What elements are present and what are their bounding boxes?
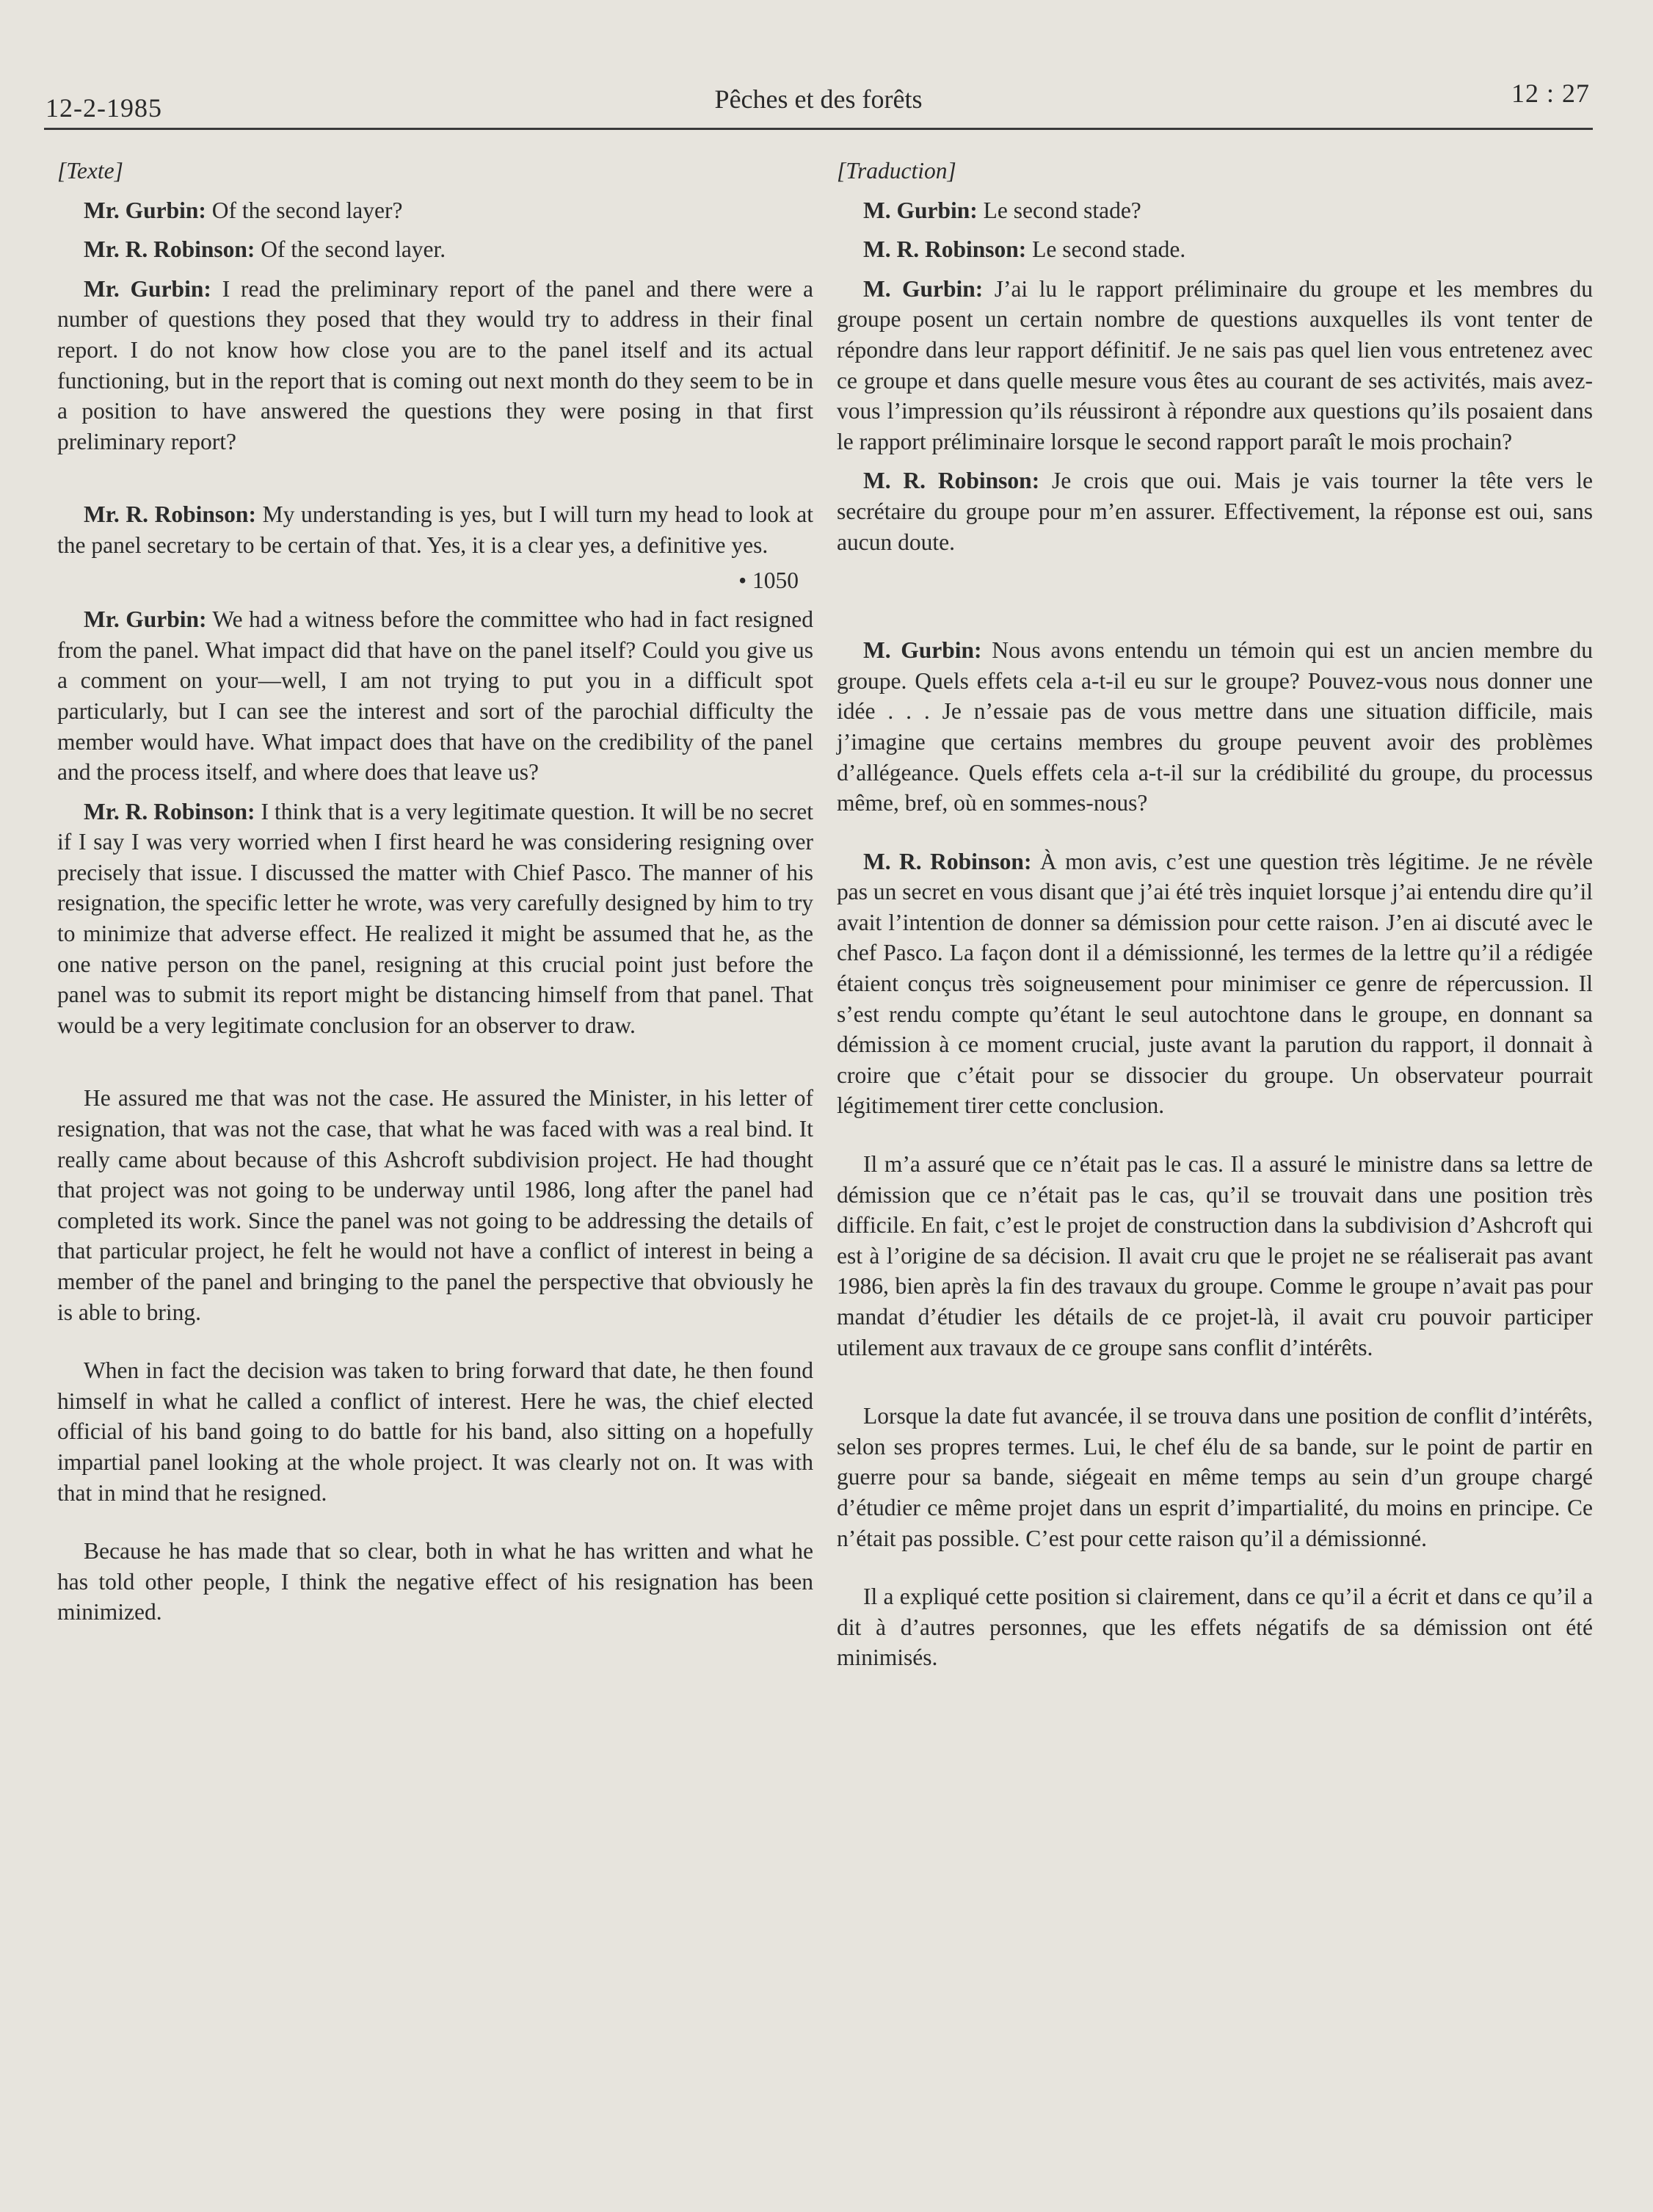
speech-text: When in fact the decision was taken to bring forward that date, he then found himself in what he called a conflict of interest. Here he was, the chief elected official of his band going to do battle for his band, also sitting on a hopefully impartial panel looking at the whole project. It was clearly not on. It was with that in mind that he resigned. — [57, 1357, 813, 1506]
page-header — [44, 76, 1593, 130]
speech-text: My understanding is yes, but I will turn my head to look at the panel secretary to be certain of that. Yes, it is a clear yes, a definitive yes. — [57, 501, 813, 558]
speech-text: We had a witness before the committee who had in fact resigned from the panel. What impact did that have on the panel itself? Could you give us a comment on your—well, I am not trying to put you in a difficult spot particularly, but I can see the interest and sort of the parochial difficulty the member would have. What impact does that have on the credibility of the panel and the process itself, and where does that leave us? — [57, 606, 814, 786]
paragraph — [57, 195, 813, 226]
header-date: 12-2-1985 — [46, 93, 162, 123]
paragraph — [837, 465, 1593, 557]
paragraph — [837, 234, 1593, 265]
speech-text: Il a expliqué cette position si clairement, dans ce qu’il a écrit et dans ce qu’il a dit à d’autres personnes, que les effets négatifs de sa démission ont été minimisés. — [837, 1584, 1593, 1671]
paragraph — [57, 604, 813, 788]
speaker-name: M. R. Robinson: — [863, 848, 1032, 874]
text-tag: [Texte] — [57, 158, 123, 184]
speaker-name: Mr. R. Robinson: — [84, 798, 255, 824]
speech-text: Because he has made that so clear, both in what he has written and what he has told other people, I think the negative effect of his resignation has been minimized. — [57, 1538, 813, 1625]
time-marker: • 1050 — [738, 567, 799, 593]
french-column — [837, 156, 1593, 1673]
translation-tag: [Traduction] — [837, 158, 956, 184]
speech-text: J’ai lu le rapport préliminaire du groupe et les membres du groupe posent un certain nombre de questions auxquelles ils vont tenter de répondre dans leur rapport définitif. Je ne sais pas quel lien vous entretenez avec ce groupe et dans quelle mesure vous êtes au courant de ses activités, mais avez-vous l’impression qu’ils réussiront à répondre aux questions qu’ils posaient dans le rapport préliminaire lorsque le second rapport paraît le mois prochain? — [837, 275, 1593, 454]
speaker-name: M. Gurbin: — [863, 637, 982, 664]
speaker-name: Mr. Gurbin: — [84, 275, 211, 302]
paragraph — [837, 1401, 1593, 1553]
page-number: 12 : 27 — [1511, 79, 1590, 108]
speech-text: Je crois que oui. Mais je vais tourner la tête vers le secrétaire du groupe pour m’en assurer. Effectivement, la réponse est oui, sans aucun doute. — [837, 468, 1593, 555]
speech-text: Il m’a assuré que ce n’était pas le cas. Il a assuré le ministre dans sa lettre de démission que ce n’était pas le cas, qu’il se trouvait dans une position très difficile. En fait, c’est le projet de construction dans la subdivision d’Ashcroft qui est à l’origine de sa décision. Il avait cru que le projet ne se réaliserait pas avant 1986, bien après la fin des travaux du groupe. Comme le groupe n’avait pas pour mandat d’étudier les détails de ce projet-là, il avait cru pouvoir participer utilement aux travaux de ce groupe sans conflit d’intérêts. — [837, 1151, 1593, 1360]
paragraph — [57, 1355, 813, 1508]
speech-text: Nous avons entendu un témoin qui est un ancien membre du groupe. Quels effets cela a-t-il eu sur le groupe? Pouvez-vous nous donner une idée . . . Je n’essaie pas de vous mettre dans une situation difficile, mais j’imagine que certains membres du groupe peuvent avoir des problèmes d’allégeance. Quels effets cela a-t-il sur la crédibilité du groupe, du processus même, bref, où en sommes-nous? — [837, 637, 1594, 816]
speaker-name: Mr. Gurbin: — [84, 606, 207, 633]
paragraph — [57, 499, 813, 560]
speaker-name: M. Gurbin: — [863, 197, 978, 223]
speech-text: Le second stade? — [977, 197, 1141, 223]
paragraph — [837, 846, 1593, 1121]
paragraph — [57, 797, 813, 1041]
speech-text: I read the preliminary report of the panel and there were a number of questions they posed that they would try to address in their final report. I do not know how close you are to the panel itself and its actual functioning, but in the report that is coming out next month do they seem to be in a position to have answered the questions they were posing in that first preliminary report? — [57, 275, 814, 454]
paragraph — [837, 195, 1593, 226]
paragraph — [837, 274, 1593, 457]
speech-text: Le second stade. — [1026, 236, 1186, 263]
speech-text: I think that is a very legitimate question. It will be no secret if I say I was very worried when I first heard he was considering resigning over precisely that issue. I discussed the matter with Chief Pasco. The manner of his resignation, the specific letter he wrote, was very carefully designed by him to try to minimize that adverse effect. He realized it might be assumed that he, as the one native person on the panel, resigning at this crucial point just before the panel was to submit its report might be distancing himself from that panel. That would be a very legitimate conclusion for an observer to draw. — [57, 798, 814, 1038]
paragraph — [837, 635, 1593, 819]
english-column — [57, 156, 813, 1628]
speech-text: He assured me that was not the case. He assured the Minister, in his letter of resignation, that was not the case, that what he was faced with was a real bind. It really came about because of this Ashcroft subdivision project. He had thought that project was not going to be underway until 1986, long after the panel had completed its work. Since the panel was not going to be addressing the details of that particular project, he felt he would not have a conflict of interest in being a member of the panel and bringing to the panel the perspective that obviously he is able to bring. — [57, 1085, 813, 1325]
speaker-name: Mr. R. Robinson: — [84, 501, 256, 528]
speaker-name: M. R. Robinson: — [863, 468, 1040, 494]
speaker-name: Mr. Gurbin: — [84, 197, 206, 223]
speaker-name: M. Gurbin: — [863, 275, 984, 302]
header-title: Pêches et des forêts — [714, 84, 923, 114]
speech-text: Of the second layer? — [206, 197, 403, 223]
speech-text: Of the second layer. — [255, 236, 446, 263]
paragraph — [57, 234, 813, 265]
paragraph — [57, 1083, 813, 1327]
paragraph — [57, 274, 813, 457]
paragraph — [837, 1581, 1593, 1673]
paragraph — [837, 1149, 1593, 1363]
speech-text: À mon avis, c’est une question très légitime. Je ne révèle pas un secret en vous disant que j’ai été très inquiet lorsque j’ai entendu dire qu’il avait l’intention de donner sa démission pour cette raison. J’en ai discuté avec le chef Pasco. La façon dont il a démissionné, les termes de la lettre qu’il a rédigée étaient conçus très soigneusement pour minimiser ce genre de répercussion. Il s’est rendu compte qu’étant le seul autochtone dans le groupe, en donnant sa démission à ce moment crucial, juste avant la parution du rapport, il donnait à croire que c’était pour se dissocier du groupe. Un observateur pourrait légitimement tirer cette conclusion. — [837, 848, 1593, 1119]
speaker-name: Mr. R. Robinson: — [84, 236, 255, 263]
paragraph — [57, 1536, 813, 1628]
speaker-name: M. R. Robinson: — [863, 236, 1027, 263]
speech-text: Lorsque la date fut avancée, il se trouva dans une position de conflit d’intérêts, selon ses propres termes. Lui, le chef élu de sa bande, sur le point de partir en guerre pour sa bande, siégeait en même temps au sein d’un groupe chargé d’étudier ce même projet dans un esprit d’impartialité, du moins en principe. Ce n’était pas possible. C’est pour cette raison qu’il a démissionné. — [837, 1403, 1593, 1551]
